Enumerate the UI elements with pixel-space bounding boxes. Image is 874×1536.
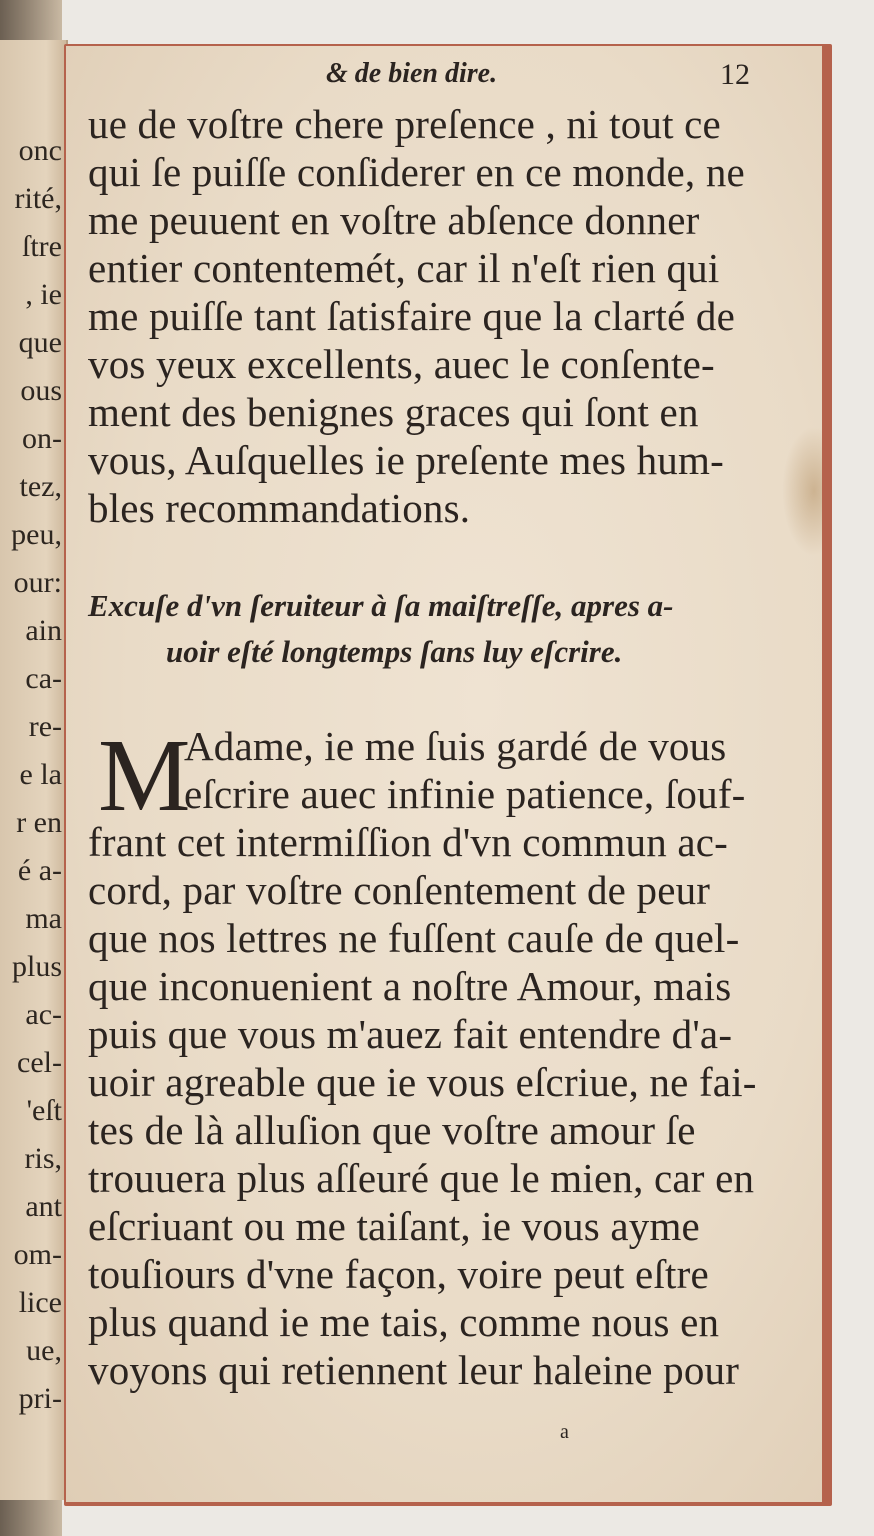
text-line: plus quand ie me tais, comme nous en [88,1299,720,1345]
left-fragment: re- [28,710,62,743]
text-line: vos yeux excellents, auec le conſente- [88,341,715,387]
left-fragment: ue, [26,1334,62,1367]
left-fragment: cel- [17,1046,62,1079]
text-line: trouuera plus aſſeuré que le mien, car en [88,1155,755,1201]
left-fragment: ma [25,902,62,935]
signature-mark: a [560,1421,569,1443]
left-fragment: peu, [11,518,62,551]
left-fragment: que [18,326,62,359]
left-fragment: tez, [19,470,62,503]
book-page [66,46,822,1502]
left-fragment: ain [25,614,62,647]
left-fragment: onc [18,134,62,167]
text-line: Adame, ie me ſuis gardé de vous [184,723,727,769]
text-line: touſiours d'vne façon, voire peut eſtre [88,1251,709,1297]
text-line: me peuuent en voſtre abſence donner [88,197,700,243]
text-line: tes de là alluſion que voſtre amour ſe [88,1107,696,1153]
text-line: bles recommandations. [88,485,471,531]
left-fragment: om- [13,1238,62,1271]
left-fragment: ant [25,1190,62,1223]
text-line: vous, Auſquelles ie preſente mes hum- [88,437,724,483]
left-fragment: our: [13,566,62,599]
left-fragment: ous [20,374,62,407]
left-fragment: lice [18,1286,62,1319]
drop-cap: M [98,718,191,833]
text-line: que nos lettres ne fuſſent cauſe de quel- [88,915,740,961]
left-fragment: é a- [17,854,62,887]
left-fragment: ca- [25,662,62,695]
text-line: ue de voſtre chere preſence , ni tout ce [88,101,721,147]
text-line: entier contentemét, car il n'eſt rien qui [88,245,720,291]
left-fragment: , ie [25,278,62,311]
text-line: me puiſſe tant ſatisfaire que la clarté de [88,293,736,339]
text-line: ment des benignes graces qui ſont en [88,389,699,435]
left-fragment: plus [11,950,62,983]
text-line: uoir agreable que ie vous eſcriue, ne fai- [88,1059,757,1105]
text-line: voyons qui retiennent leur haleine pour [88,1347,740,1393]
text-line: eſcriuant ou me taiſant, ie vous ayme [88,1203,700,1249]
left-fragment: ac- [25,998,62,1031]
left-page-fragment [0,40,68,1500]
text-line: frant cet intermiſſion d'vn commun ac- [88,819,729,865]
section-heading: uoir eſté longtemps ſans luy eſcrire. [166,634,623,669]
left-fragment: rité, [14,182,62,215]
text-line: qui ſe puiſſe conſiderer en ce monde, ne [88,149,745,195]
running-head: & de bien dire. [326,58,498,89]
left-fragment: e la [19,758,62,791]
text-line: eſcrire auec infinie patience, ſouf- [184,771,746,817]
page-number: 12 [720,58,750,91]
left-fragment: ris, [24,1142,62,1175]
left-fragment: ſtre [22,230,62,263]
text-line: puis que vous m'auez fait entendre d'a- [88,1011,733,1057]
section-heading: Excuſe d'vn ſeruiteur à ſa maiſtreſſe, apres a- [88,588,674,623]
left-fragment: 'eſt [26,1094,62,1127]
left-fragment: pri- [18,1382,62,1415]
left-fragment: r en [16,806,62,839]
text-line: que inconuenient a noſtre Amour, mais [88,963,732,1009]
left-fragment: on- [22,422,62,455]
text-line: cord, par voſtre conſentement de peur [88,867,711,913]
paper-stain [782,426,822,556]
